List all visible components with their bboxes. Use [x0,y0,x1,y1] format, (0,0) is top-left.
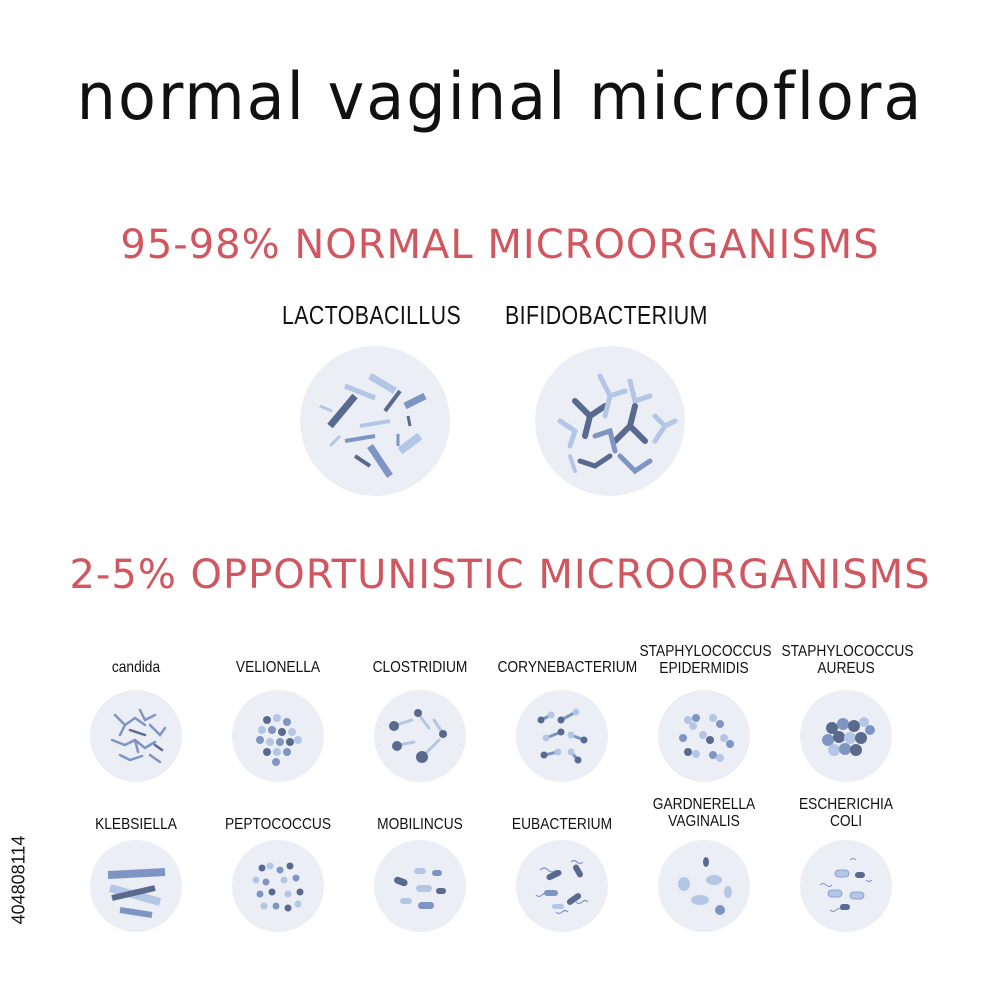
velionella-circle [232,690,324,782]
staphylococcus-epidermidis-illustration [658,690,750,782]
peptococcus-circle [232,840,324,932]
label-gardnerella-vaginalis: GARDNERELLA VAGINALIS [652,796,756,830]
lactobacillus-circle [300,346,450,496]
bifidobacterium-illustration [535,346,685,496]
klebsiella-circle [90,840,182,932]
label-klebsiella: KLEBSIELLA [95,816,177,833]
eubacterium-illustration [516,840,608,932]
candida-illustration [90,690,182,782]
clostridium-circle [374,690,466,782]
gardnerella-vaginalis-illustration [658,840,750,932]
watermark-id: 404808114 [8,835,29,925]
klebsiella-illustration [90,840,182,932]
label-escherichia-coli: ESCHERICHIA COLI [798,796,894,830]
opportunistic-heading: 2-5% OPPORTUNISTIC MICROORGANISMS [69,552,931,598]
eubacterium-circle [516,840,608,932]
gardnerella-vaginalis-circle [658,840,750,932]
page-title: normal vaginal microflora [76,58,924,135]
candida-circle [90,690,182,782]
escherichia-coli-circle [800,840,892,932]
velionella-illustration [232,690,324,782]
corynebacterium-illustration [516,690,608,782]
staphylococcus-aureus-circle [800,690,892,782]
label-clostridium: CLOSTRIDIUM [372,659,468,676]
normal-heading: 95-98% NORMAL MICROORGANISMS [120,222,880,268]
escherichia-coli-illustration [800,840,892,932]
label-bifidobacterium: BIFIDOBACTERIUM [505,300,708,330]
label-lactobacillus: LACTOBACILLUS [282,300,462,330]
mobilincus-circle [374,840,466,932]
label-staphylococcus-aureus: STAPHYLOCOCCUS AUREUS [781,643,914,677]
clostridium-illustration [374,690,466,782]
label-candida: candida [111,659,161,676]
staphylococcus-epidermidis-circle [658,690,750,782]
label-peptococcus: PEPTOCOCCUS [224,816,332,833]
label-mobilincus: MOBILINCUS [377,816,463,833]
staphylococcus-aureus-illustration [800,690,892,782]
bifidobacterium-circle [535,346,685,496]
label-corynebacterium: CORYNEBACTERIUM [497,659,638,676]
label-velionella: VELIONELLA [235,659,321,676]
corynebacterium-circle [516,690,608,782]
lactobacillus-illustration [300,346,450,496]
peptococcus-illustration [232,840,324,932]
label-staphylococcus-epidermidis: STAPHYLOCOCCUS EPIDERMIDIS [639,643,772,677]
mobilincus-illustration [374,840,466,932]
label-eubacterium: EUBACTERIUM [511,816,613,833]
